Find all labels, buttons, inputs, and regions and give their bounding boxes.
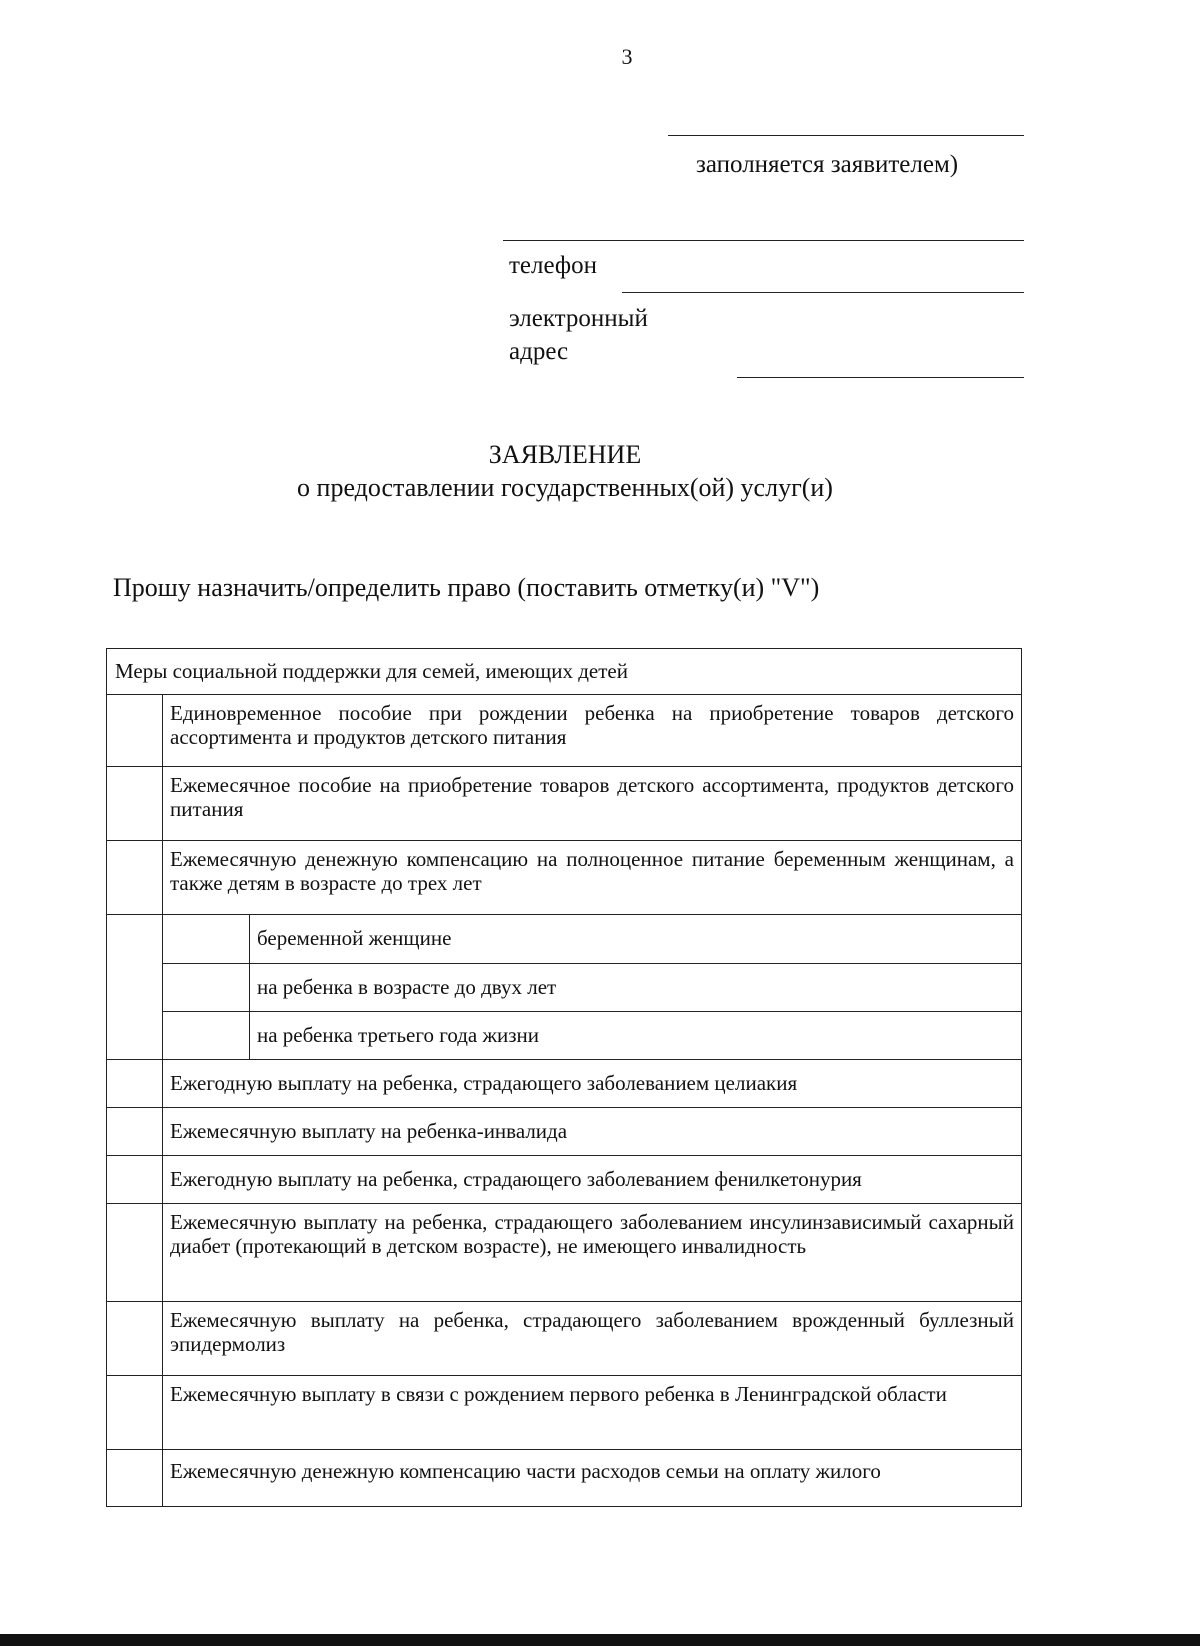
measure-label: Ежемесячную выплату на ребенка, страдающего заболеванием инсулинзависимый сахарный диабет (протекающий в детском возрасте), не имеющего инвалидность (163, 1204, 1022, 1302)
table-row (107, 1156, 1022, 1204)
measure-label: Ежегодную выплату на ребенка, страдающего заболеванием целиакия (163, 1060, 1022, 1108)
measure-label: Единовременное пособие при рождении ребенка на приобретение товаров детского ассортимента и продуктов детского питания (163, 695, 1022, 767)
subitem-checkbox[interactable] (163, 963, 250, 1011)
email-label-line1: электронный (509, 305, 648, 332)
request-instruction: Прошу назначить/определить право (поставить отметку(и) "V") (113, 573, 820, 602)
checkbox-cell[interactable] (107, 767, 163, 841)
subitem-row (163, 963, 1021, 1011)
checkbox-cell[interactable] (107, 1060, 163, 1108)
table-header-row (107, 649, 1022, 695)
subitem-label: на ребенка третьего года жизни (257, 1022, 539, 1047)
checkbox-cell-empty (107, 915, 163, 1060)
checkbox-cell[interactable] (107, 1376, 163, 1450)
measure-label: Ежемесячную денежную компенсацию части расходов семьи на оплату жилого (163, 1450, 1022, 1507)
measure-label: Ежемесячную выплату на ребенка-инвалида (163, 1108, 1022, 1156)
applicant-name-line[interactable] (668, 135, 1024, 136)
table-row (107, 1060, 1022, 1108)
scan-bottom-edge (0, 1634, 1200, 1646)
checkbox-cell[interactable] (107, 1156, 163, 1204)
phone-line[interactable] (622, 292, 1024, 293)
measure-label: Ежемесячное пособие на приобретение товаров детского ассортимента, продуктов детского питания (163, 767, 1022, 841)
checkbox-cell[interactable] (107, 695, 163, 767)
table-row (107, 1108, 1022, 1156)
email-line[interactable] (737, 377, 1024, 378)
table-row (107, 1302, 1022, 1376)
checkbox-cell[interactable] (107, 1204, 163, 1302)
subitem-row (163, 1011, 1021, 1059)
phone-label: телефон (509, 252, 597, 279)
subitem-row (163, 915, 1021, 963)
table-header: Меры социальной поддержки для семей, имеющих детей (107, 649, 1022, 695)
checkbox-cell[interactable] (107, 841, 163, 915)
document-title: ЗАЯВЛЕНИЕ (488, 440, 642, 469)
table-row (107, 841, 1022, 915)
table-row (107, 695, 1022, 767)
subitems-cell (163, 915, 1022, 1060)
table-row (107, 1204, 1022, 1302)
subitem-checkbox[interactable] (163, 915, 250, 963)
subitem-label: беременной женщине (250, 915, 1022, 963)
filled-by-note: заполняется заявителем) (696, 151, 959, 178)
page-number: 3 (621, 44, 633, 69)
checkbox-cell[interactable] (107, 1450, 163, 1507)
measure-label: Ежемесячную выплату в связи с рождением первого ребенка в Ленинградской области (163, 1376, 1022, 1450)
table-row-subitems (107, 915, 1022, 1060)
table-row (107, 1376, 1022, 1450)
measure-label: Ежемесячную денежную компенсацию на полноценное питание беременным женщинам, а также детям в возрасте до трех лет (163, 841, 1022, 915)
subitem-checkbox[interactable] (163, 1011, 250, 1059)
subitem-label: на ребенка в возрасте до двух лет (250, 963, 1022, 1011)
checkbox-cell[interactable] (107, 1108, 163, 1156)
support-measures-table (106, 648, 1022, 1507)
applicant-address-line[interactable] (503, 240, 1024, 241)
subitems-table (163, 915, 1021, 1059)
email-label-line2: адрес (509, 338, 569, 365)
measure-label: Ежегодную выплату на ребенка, страдающего заболеванием фенилкетонурия (163, 1156, 1022, 1204)
table-row (107, 767, 1022, 841)
document-subtitle: о предоставлении государственных(ой) услуг(и) (297, 473, 833, 502)
checkbox-cell[interactable] (107, 1302, 163, 1376)
table-row (107, 1450, 1022, 1507)
measure-label: Ежемесячную выплату на ребенка, страдающего заболеванием врожденный буллезный эпидермолиз (163, 1302, 1022, 1376)
